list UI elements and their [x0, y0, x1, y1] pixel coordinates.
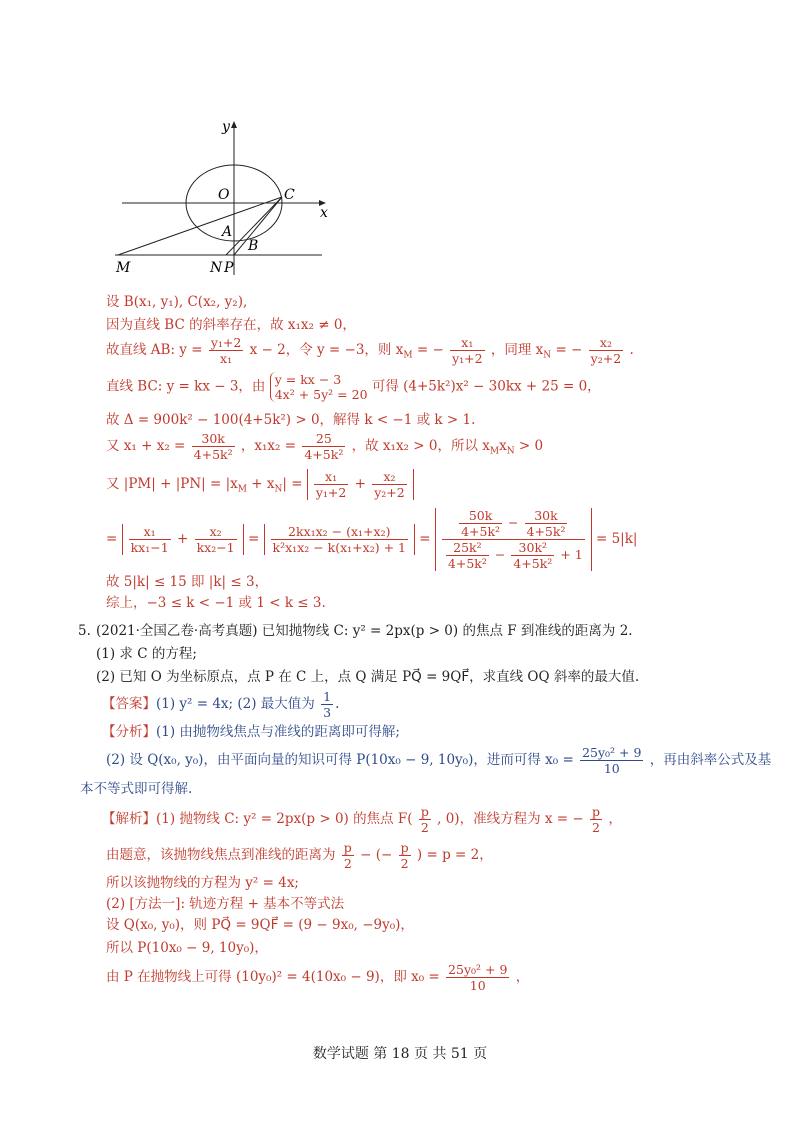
label-x: x: [320, 205, 328, 221]
sol-line-3: 故直线 AB: y = $\frac{\text{y₁+2}}{\text{x₁}}$ x − 2，令 y = −3，则 $x_M$ = − $\frac{\text{x₁}}{\text{y₁+2}}$ ，同理 $x_N$ = − $\frac{\text{x₂}}{\text{y₂+2}}$ .: [106, 335, 634, 366]
sol-line-10: 综上，−3 ≤ k < −1 或 1 < k ≤ 3.: [106, 595, 326, 611]
sol-line-5: 故 Δ = 900k² − 100(4+5k²) > 0，解得 k < −1 或 k > 1.: [106, 412, 476, 428]
answer-tag: 【答案】: [102, 696, 156, 712]
geometry-figure: [110, 115, 450, 285]
label-c: C: [284, 187, 295, 203]
analysis-tag: 【分析】: [102, 724, 156, 740]
sol-line-7: 又 $|PM| + |PN| = |x_M + x_N|$ = $\frac{\text{x₁}}{\text{y₁+2}}$ + $\frac{\text{x₂}}{\text{y₂+2}}$: [106, 469, 414, 500]
detail-line-2: 由题意，该抛物线焦点到准线的距离为 $\frac{p}{2}$ − (− $\frac{p}{2}$ ) = p = 2，: [106, 840, 493, 871]
label-b: B: [248, 238, 259, 254]
detail-line-3: 所以该抛物线的方程为 y² = 4x;: [106, 875, 299, 891]
detail-line-5: 设 Q(x₀, y₀)，则 PQ⃗ = 9QF⃗ = (9 − 9x₀, −9y₀)，: [106, 917, 414, 933]
detail-tag: 【解析】: [102, 811, 156, 827]
detail-line-6: 所以 P(10x₀ − 9, 10y₀)，: [106, 940, 268, 956]
page-footer: 数学试题 第 18 页 共 51 页: [312, 1046, 488, 1062]
sol-line-2: 因为直线 BC 的斜率存在，故 x₁x₂ ≠ 0，: [106, 317, 356, 333]
label-y: y: [222, 119, 230, 135]
label-o: O: [218, 187, 230, 203]
detail-line-1: 【解析】(1) 抛物线 C: y² = 2px(p > 0) 的焦点 F( $\frac{p}{2}$ , 0)，准线方程为 x = − $\frac{p}{2}$ ，: [102, 804, 622, 835]
sol-line-4: 直线 BC: y = kx − 3，由 y = kx − 3 4x² + 5y² = 20 可得 (4+5k²)x² − 30kx + 25 = 0，: [106, 372, 601, 402]
q5-part1: (1) 求 C 的方程;: [96, 646, 197, 662]
sol-line-9: 故 5|k| ≤ 15 即 |k| ≤ 3，: [106, 574, 269, 590]
analysis-line-1: 【分析】(1) 由抛物线焦点与准线的距离即可得解;: [102, 724, 400, 740]
sol-line-1: 设 B(x₁, y₁), C(x₂, y₂),: [106, 294, 248, 310]
sol-line-8: = $\frac{\text{x₁}}{\text{kx₁−1}}$ + $\frac{\text{x₂}}{\text{kx₂−1}}$ = $\frac{\text{2kx₁x₂ − (x₁+x₂)}}{\text{k²x₁x₂ − k(x₁+x₂) + 1}}$ = $\frac{50k}{\text{4+5k²}}$ − $\frac{30k}{\text{4+5k²}}$ $\frac{\text{25k²}}{\text{4+5k²}}$ − $\frac{\text{30k²}}{\text{4+5k²}}$ + 1 = 5|k|: [106, 508, 638, 571]
sol-line-6: 又 x₁ + x₂ = $\frac{30k}{\text{4+5k²}}$ ，x₁x₂ = $\frac{25}{\text{4+5k²}}$ ，故 x₁x₂ > 0，所以 $x_Mx_N > 0$: [106, 431, 544, 462]
detail-line-4: (2) [方法一]: 轨迹方程 + 基本不等式法: [106, 896, 345, 912]
analysis-line-2: (2) 设 Q(x₀, y₀)，由平面向量的知识可得 P(10x₀ − 9, 10y₀)，进而可得 x₀ = $\frac{\text{25y₀² + 9}}{10}$ ，再由斜率公式及基: [106, 745, 772, 776]
q5-part2: (2) 已知 O 为坐标原点，点 P 在 C 上，点 Q 满足 PQ⃗ = 9QF⃗，求直线 OQ 斜率的最大值.: [96, 669, 640, 685]
q5-stem: (2021·全国乙卷·高考真题) 已知抛物线 C: y² = 2px(p > 0) 的焦点 F 到准线的距离为 2.: [96, 623, 633, 639]
label-p: P: [224, 260, 234, 276]
label-a: A: [222, 224, 233, 240]
analysis-line-3: 本不等式即可得解.: [80, 781, 193, 797]
y-axis-arrow: [231, 121, 237, 128]
answer-line: 【答案】(1) y² = 4x; (2) 最大值为 $\frac{1}{3}$ .: [102, 689, 340, 720]
label-m: M: [116, 260, 131, 276]
label-n: N: [210, 260, 223, 276]
q5-number: 5.: [78, 623, 91, 639]
detail-line-7: 由 P 在抛物线上可得 (10y₀)² = 4(10x₀ − 9)，即 x₀ = $\frac{\text{25y₀² + 9}}{10}$ ，: [106, 962, 530, 993]
